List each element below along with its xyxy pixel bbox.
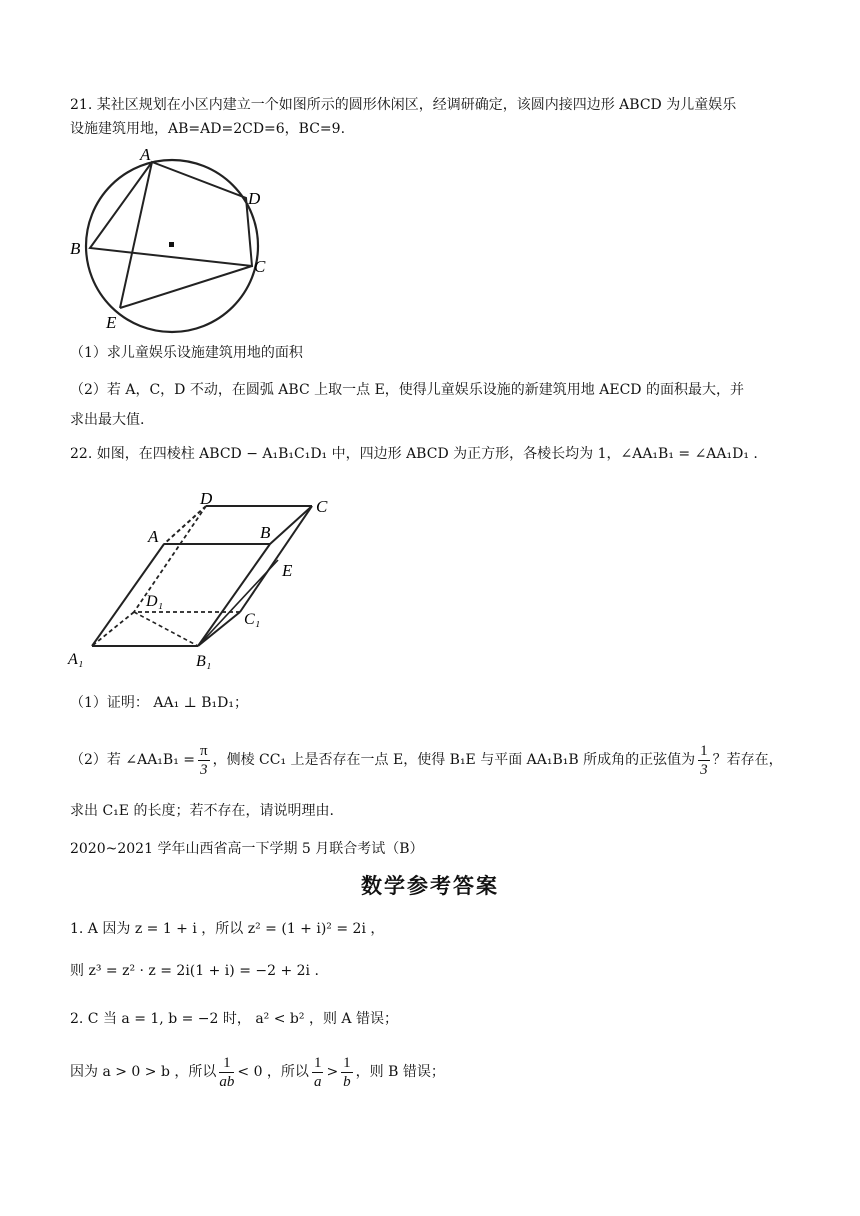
q22-part2-text-c: ？若存在， — [712, 752, 783, 768]
label-e: E — [106, 313, 117, 332]
fraction-1-over-ab: $\frac{1}{ab}$ — [219, 1054, 235, 1090]
answer-2-text-d: ，则 B 错误； — [355, 1064, 445, 1080]
quadrilateral-abcd — [90, 162, 252, 266]
q22-part1: （1）证明： AA₁ ⊥ B₁D₁； — [70, 695, 248, 711]
answer-2-text-c: > — [326, 1064, 339, 1080]
answer-2-text-a: 因为 a > 0 > b ，所以 — [70, 1064, 217, 1080]
answer-1-line2: 则 z³ = z² · z = 2i(1 + i) = −2 + 2i . — [70, 963, 319, 979]
label-d: D — [248, 189, 261, 208]
fraction-1-over-b: $\frac{1}{b}$ — [343, 1054, 351, 1090]
segment-ec — [120, 266, 252, 308]
label-a1: A₁ — [68, 651, 84, 668]
answer-1-line1: 1. A 因为 z = 1 + i ，所以 z² = (1 + i)² = 2i ， — [70, 921, 385, 937]
label-d-top: D — [200, 489, 213, 508]
q22-part2-text-a: （2）若 ∠AA₁B₁ = — [70, 752, 196, 768]
q21-stem-line1: 21. 某社区规划在小区内建立一个如图所示的圆形休闲区，经调研确定，该圆内接四边形 ABCD 为儿童娱乐 — [70, 97, 737, 113]
answer-title: 数学参考答案 — [361, 874, 499, 898]
q21-part1: （1）求儿童娱乐设施建筑用地的面积 — [70, 345, 303, 361]
q22-part2-line1 — [70, 740, 790, 780]
label-a-top: A — [148, 527, 159, 546]
q22-stem-line1: 22. 如图，在四棱柱 ABCD − A₁B₁C₁D₁ 中，四边形 ABCD 为正方形，各棱长均为 1，∠AA₁B₁ = ∠AA₁D₁ . — [70, 446, 758, 462]
label-a: A — [140, 145, 151, 164]
answer-2-text-b: < 0 ，所以 — [237, 1064, 309, 1080]
q22-part2-line2: 求出 C₁E 的长度；若不存在，请说明理由. — [70, 803, 334, 819]
exam-info: 2020~2021 学年山西省高一下学期 5 月联合考试（B） — [70, 841, 424, 857]
q21-part2-line1: （2）若 A，C，D 不动，在圆弧 ABC 上取一点 E，使得儿童娱乐设施的新建筑用地 AECD 的面积最大，并 — [70, 382, 744, 398]
answer-2-line2 — [70, 1052, 790, 1092]
label-e: E — [282, 561, 293, 580]
label-b1: B₁ — [196, 653, 212, 670]
q22-fraction-pi-over-3: $\frac{\pi}{3}$ — [200, 742, 208, 778]
q21-stem-line2: 设施建筑用地，AB=AD=2CD=6，BC=9. — [70, 121, 346, 137]
q21-circle-figure — [68, 142, 278, 342]
label-c: C — [254, 257, 266, 276]
label-c-top: C — [316, 497, 328, 516]
label-b: B — [70, 239, 81, 258]
q22-prism-figure — [64, 488, 354, 673]
label-b-top: B — [260, 523, 271, 542]
q22-fraction-one-third: $\frac{1}{3}$ — [700, 742, 708, 778]
answer-2-line1: 2. C 当 a = 1, b = −2 时， a² < b² ，则 A 错误； — [70, 1011, 398, 1027]
circle-center-dot — [169, 242, 174, 247]
label-d1: D₁ — [146, 593, 164, 610]
label-c1: C₁ — [244, 611, 261, 628]
fraction-1-over-a: $\frac{1}{a}$ — [313, 1054, 322, 1090]
q21-part2-line2: 求出最大值. — [70, 412, 145, 428]
q22-part2-text-b: ，侧棱 CC₁ 上是否存在一点 E，使得 B₁E 与平面 AA₁B₁B 所成角的正弦值为 — [212, 752, 696, 768]
